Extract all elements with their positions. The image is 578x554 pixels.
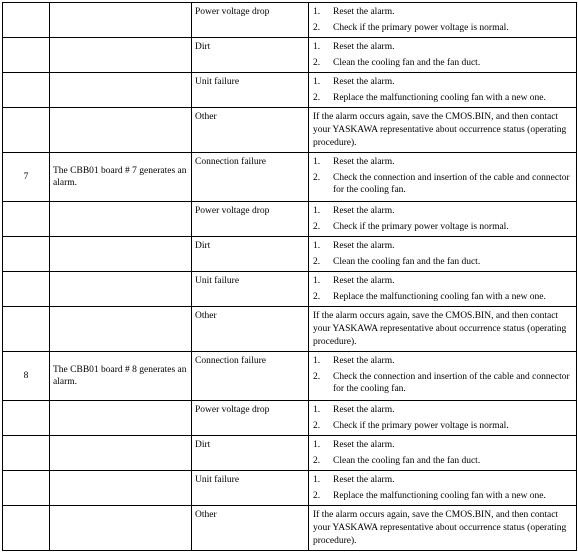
step-number: 1. [313, 276, 321, 286]
step-text: Replace the malfunctioning cooling fan with a new one. [333, 292, 546, 302]
remedy-cell [309, 506, 577, 551]
remedy-cell [309, 3, 577, 38]
cause-cell: Other [192, 108, 309, 153]
remedy-step [313, 371, 572, 395]
remedy-step [313, 76, 572, 88]
step-number: 1. [313, 77, 321, 87]
remedy-step [313, 275, 572, 287]
table-row [3, 38, 577, 73]
step-text: Reset the alarm. [333, 206, 395, 216]
alarm-number-cell [3, 471, 50, 506]
step-number: 1. [313, 405, 321, 415]
step-text: Reset the alarm. [333, 356, 395, 366]
table-row [3, 307, 577, 352]
remedy-step [313, 240, 572, 252]
step-number: 1. [313, 241, 321, 251]
step-text: Reset the alarm. [333, 157, 395, 167]
cause-cell: Dirt [192, 237, 309, 272]
step-text: Reset the alarm. [333, 405, 395, 415]
table-row [3, 73, 577, 108]
remedy-cell [309, 38, 577, 73]
table-row [3, 3, 577, 38]
remedy-step [313, 172, 572, 196]
step-text: Reset the alarm. [333, 7, 395, 17]
remedy-step [313, 22, 572, 34]
remedy-text: If the alarm occurs again, save the CMOS.BIN, and then contact your YASKAWA representative about occurrence status (operating procedure). [313, 510, 567, 546]
alarm-description-cell: The CBB01 board # 8 generates an alarm. [50, 352, 192, 401]
table-row [3, 272, 577, 307]
step-number: 1. [313, 356, 321, 366]
cause-cell: Power voltage drop [192, 401, 309, 436]
alarm-number-cell [3, 202, 50, 237]
step-text: Check the connection and insertion of the cable and connector for the cooling fan. [333, 173, 570, 195]
remedy-step [313, 57, 572, 69]
cause-cell: Unit failure [192, 272, 309, 307]
remedy-step [313, 221, 572, 233]
step-number: 2. [313, 173, 321, 183]
remedy-text: If the alarm occurs again, save the CMOS.BIN, and then contact your YASKAWA representative about occurrence status (operating procedure). [313, 311, 567, 347]
step-number: 1. [313, 42, 321, 52]
step-text: Check the connection and insertion of the cable and connector for the cooling fan. [333, 372, 570, 394]
step-text: Reset the alarm. [333, 241, 395, 251]
cause-cell: Dirt [192, 436, 309, 471]
alarm-number-cell [3, 307, 50, 352]
remedy-cell [309, 73, 577, 108]
remedy-step [313, 6, 572, 18]
table-row [3, 436, 577, 471]
remedy-cell [309, 436, 577, 471]
remedy-step [313, 41, 572, 53]
alarm-description-cell [50, 272, 192, 307]
remedy-step [313, 490, 572, 502]
alarm-description-cell [50, 108, 192, 153]
table-body [3, 3, 577, 551]
alarm-number-cell: 8 [3, 352, 50, 401]
remedy-cell [309, 202, 577, 237]
step-text: Clean the cooling fan and the fan duct. [333, 257, 481, 267]
remedy-text: If the alarm occurs again, save the CMOS.BIN, and then contact your YASKAWA representative about occurrence status (operating procedure). [313, 112, 567, 148]
remedy-cell [309, 307, 577, 352]
remedy-step [313, 355, 572, 367]
step-number: 1. [313, 206, 321, 216]
step-text: Check if the primary power voltage is normal. [333, 222, 509, 232]
alarm-description-cell [50, 73, 192, 108]
step-number: 1. [313, 157, 321, 167]
step-number: 1. [313, 475, 321, 485]
step-text: Reset the alarm. [333, 440, 395, 450]
alarm-description-cell [50, 237, 192, 272]
alarm-description-cell: The CBB01 board # 7 generates an alarm. [50, 153, 192, 202]
step-number: 2. [313, 456, 321, 466]
alarm-description-cell [50, 202, 192, 237]
step-text: Clean the cooling fan and the fan duct. [333, 456, 481, 466]
cause-cell: Connection failure [192, 352, 309, 401]
step-text: Replace the malfunctioning cooling fan with a new one. [333, 491, 546, 501]
remedy-cell [309, 272, 577, 307]
step-text: Check if the primary power voltage is normal. [333, 23, 509, 33]
step-text: Replace the malfunctioning cooling fan with a new one. [333, 93, 546, 103]
alarm-number-cell [3, 506, 50, 551]
table-row [3, 401, 577, 436]
cause-cell: Unit failure [192, 471, 309, 506]
remedy-step [313, 92, 572, 104]
step-text: Reset the alarm. [333, 475, 395, 485]
remedy-cell [309, 401, 577, 436]
step-text: Check if the primary power voltage is normal. [333, 421, 509, 431]
alarm-description-cell [50, 38, 192, 73]
table-row [3, 352, 577, 401]
step-number: 2. [313, 292, 321, 302]
remedy-step [313, 205, 572, 217]
alarm-number-cell [3, 3, 50, 38]
cause-cell: Power voltage drop [192, 3, 309, 38]
step-text: Clean the cooling fan and the fan duct. [333, 58, 481, 68]
alarm-number-cell [3, 108, 50, 153]
cause-cell: Dirt [192, 38, 309, 73]
alarm-description-cell [50, 506, 192, 551]
table-row [3, 202, 577, 237]
alarm-description-cell [50, 3, 192, 38]
cause-cell: Unit failure [192, 73, 309, 108]
remedy-cell [309, 471, 577, 506]
table-row [3, 153, 577, 202]
alarm-description-cell [50, 436, 192, 471]
alarm-remedy-table [2, 2, 577, 551]
alarm-number-cell [3, 436, 50, 471]
alarm-description-cell [50, 471, 192, 506]
alarm-number-cell [3, 38, 50, 73]
step-number: 2. [313, 491, 321, 501]
table-row [3, 108, 577, 153]
step-number: 2. [313, 93, 321, 103]
remedy-step [313, 455, 572, 467]
step-number: 2. [313, 222, 321, 232]
remedy-cell [309, 237, 577, 272]
cause-cell: Connection failure [192, 153, 309, 202]
remedy-step [313, 256, 572, 268]
step-number: 2. [313, 372, 321, 382]
remedy-step [313, 474, 572, 486]
alarm-number-cell [3, 237, 50, 272]
alarm-description-cell [50, 307, 192, 352]
remedy-cell [309, 108, 577, 153]
alarm-number-cell: 7 [3, 153, 50, 202]
remedy-step [313, 439, 572, 451]
table-row [3, 471, 577, 506]
remedy-step [313, 420, 572, 432]
alarm-number-cell [3, 401, 50, 436]
step-number: 2. [313, 257, 321, 267]
step-number: 1. [313, 7, 321, 17]
step-number: 1. [313, 440, 321, 450]
alarm-number-cell [3, 272, 50, 307]
table-row [3, 237, 577, 272]
remedy-step [313, 291, 572, 303]
table-row [3, 506, 577, 551]
alarm-number-cell [3, 73, 50, 108]
remedy-step [313, 156, 572, 168]
step-number: 2. [313, 58, 321, 68]
remedy-step [313, 404, 572, 416]
cause-cell: Other [192, 506, 309, 551]
step-text: Reset the alarm. [333, 77, 395, 87]
step-number: 2. [313, 421, 321, 431]
cause-cell: Other [192, 307, 309, 352]
remedy-cell [309, 153, 577, 202]
step-text: Reset the alarm. [333, 42, 395, 52]
remedy-cell [309, 352, 577, 401]
cause-cell: Power voltage drop [192, 202, 309, 237]
alarm-description-cell [50, 401, 192, 436]
step-text: Reset the alarm. [333, 276, 395, 286]
step-number: 2. [313, 23, 321, 33]
